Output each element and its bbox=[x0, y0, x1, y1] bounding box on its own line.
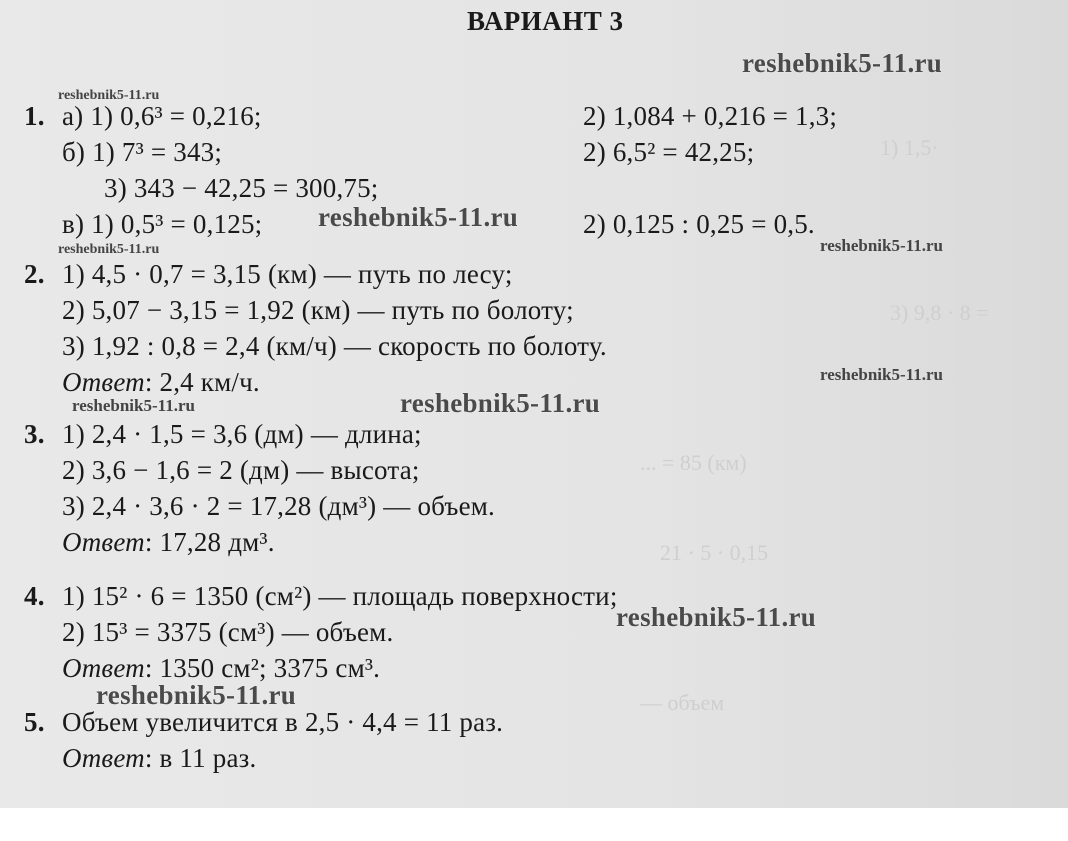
task-1-b-step-1: б) 1) 7³ = 343; bbox=[62, 137, 223, 167]
answer-label: Ответ bbox=[62, 527, 145, 557]
watermark: reshebnik5-11.ru bbox=[96, 680, 297, 710]
watermark: reshebnik5-11.ru bbox=[820, 236, 943, 255]
task-1-v-step-2: 2) 0,125 : 0,25 = 0,5. bbox=[583, 209, 815, 239]
watermark: reshebnik5-11.ru bbox=[820, 365, 943, 384]
task-1-v-step-1: в) 1) 0,5³ = 0,125; bbox=[62, 209, 263, 239]
bleed-through: ... = 85 (км) bbox=[640, 450, 747, 475]
watermark: reshebnik5-11.ru bbox=[58, 88, 160, 103]
task-5-step-1: Объем увеличится в 2,5 · 4,4 = 11 раз. bbox=[62, 707, 504, 737]
task-2-answer bbox=[62, 366, 260, 398]
task-3-answer bbox=[62, 526, 275, 558]
task-4-number: 4. bbox=[24, 581, 45, 611]
task-1-a-step-1: а) 1) 0,6³ = 0,216; bbox=[62, 101, 262, 131]
answer-label: Ответ bbox=[62, 367, 145, 397]
answer-label: Ответ bbox=[62, 743, 145, 773]
task-1-a-step-2: 2) 1,084 + 0,216 = 1,3; bbox=[583, 101, 838, 131]
answer-value: : в 11 раз. bbox=[144, 743, 257, 773]
task-3-step-2: 2) 3,6 − 1,6 = 2 (дм) — высота; bbox=[62, 455, 420, 485]
answer-value: : 2,4 км/ч. bbox=[144, 367, 260, 397]
watermark: reshebnik5-11.ru bbox=[72, 396, 195, 415]
answer-value: : 1350 см²; 3375 см³. bbox=[144, 653, 381, 683]
task-3-step-3: 3) 2,4 · 3,6 · 2 = 17,28 (дм³) — объем. bbox=[62, 491, 495, 521]
bleed-through: 1) 1,5· bbox=[880, 135, 939, 160]
task-2-step-3: 3) 1,92 : 0,8 = 2,4 (км/ч) — скорость по болоту. bbox=[62, 331, 607, 361]
task-2-number: 2. bbox=[24, 259, 45, 289]
bleed-through: 21 · 5 · 0,15 bbox=[660, 540, 769, 565]
watermark: reshebnik5-11.ru bbox=[318, 202, 519, 232]
watermark: reshebnik5-11.ru bbox=[400, 388, 601, 418]
task-5-answer bbox=[62, 742, 256, 774]
task-2-step-2: 2) 5,07 − 3,15 = 1,92 (км) — путь по болоту; bbox=[62, 295, 574, 325]
answer-label: Ответ bbox=[62, 653, 145, 683]
watermark: reshebnik5-11.ru bbox=[742, 48, 943, 78]
task-5-number: 5. bbox=[24, 707, 45, 737]
watermark: reshebnik5-11.ru bbox=[58, 242, 160, 257]
task-4-step-1: 1) 15² · 6 = 1350 (см²) — площадь поверхности; bbox=[62, 581, 618, 611]
task-1-b-step-3: 3) 343 − 42,25 = 300,75; bbox=[104, 173, 379, 203]
task-4-answer bbox=[62, 652, 380, 684]
task-3-number: 3. bbox=[24, 419, 45, 449]
watermark: reshebnik5-11.ru bbox=[616, 602, 817, 632]
answer-value: : 17,28 дм³. bbox=[144, 527, 275, 557]
bleed-through: — объем bbox=[640, 690, 725, 715]
task-4-step-2: 2) 15³ = 3375 (см³) — объем. bbox=[62, 617, 394, 647]
task-1-number: 1. bbox=[24, 101, 45, 131]
task-2-step-1: 1) 4,5 · 0,7 = 3,15 (км) — путь по лесу; bbox=[62, 259, 513, 289]
task-3-step-1: 1) 2,4 · 1,5 = 3,6 (дм) — длина; bbox=[62, 419, 422, 449]
task-1-b-step-2: 2) 6,5² = 42,25; bbox=[583, 137, 755, 167]
page-title: ВАРИАНТ 3 bbox=[467, 6, 624, 36]
bleed-through: 3) 9,8 · 8 = bbox=[890, 300, 989, 325]
